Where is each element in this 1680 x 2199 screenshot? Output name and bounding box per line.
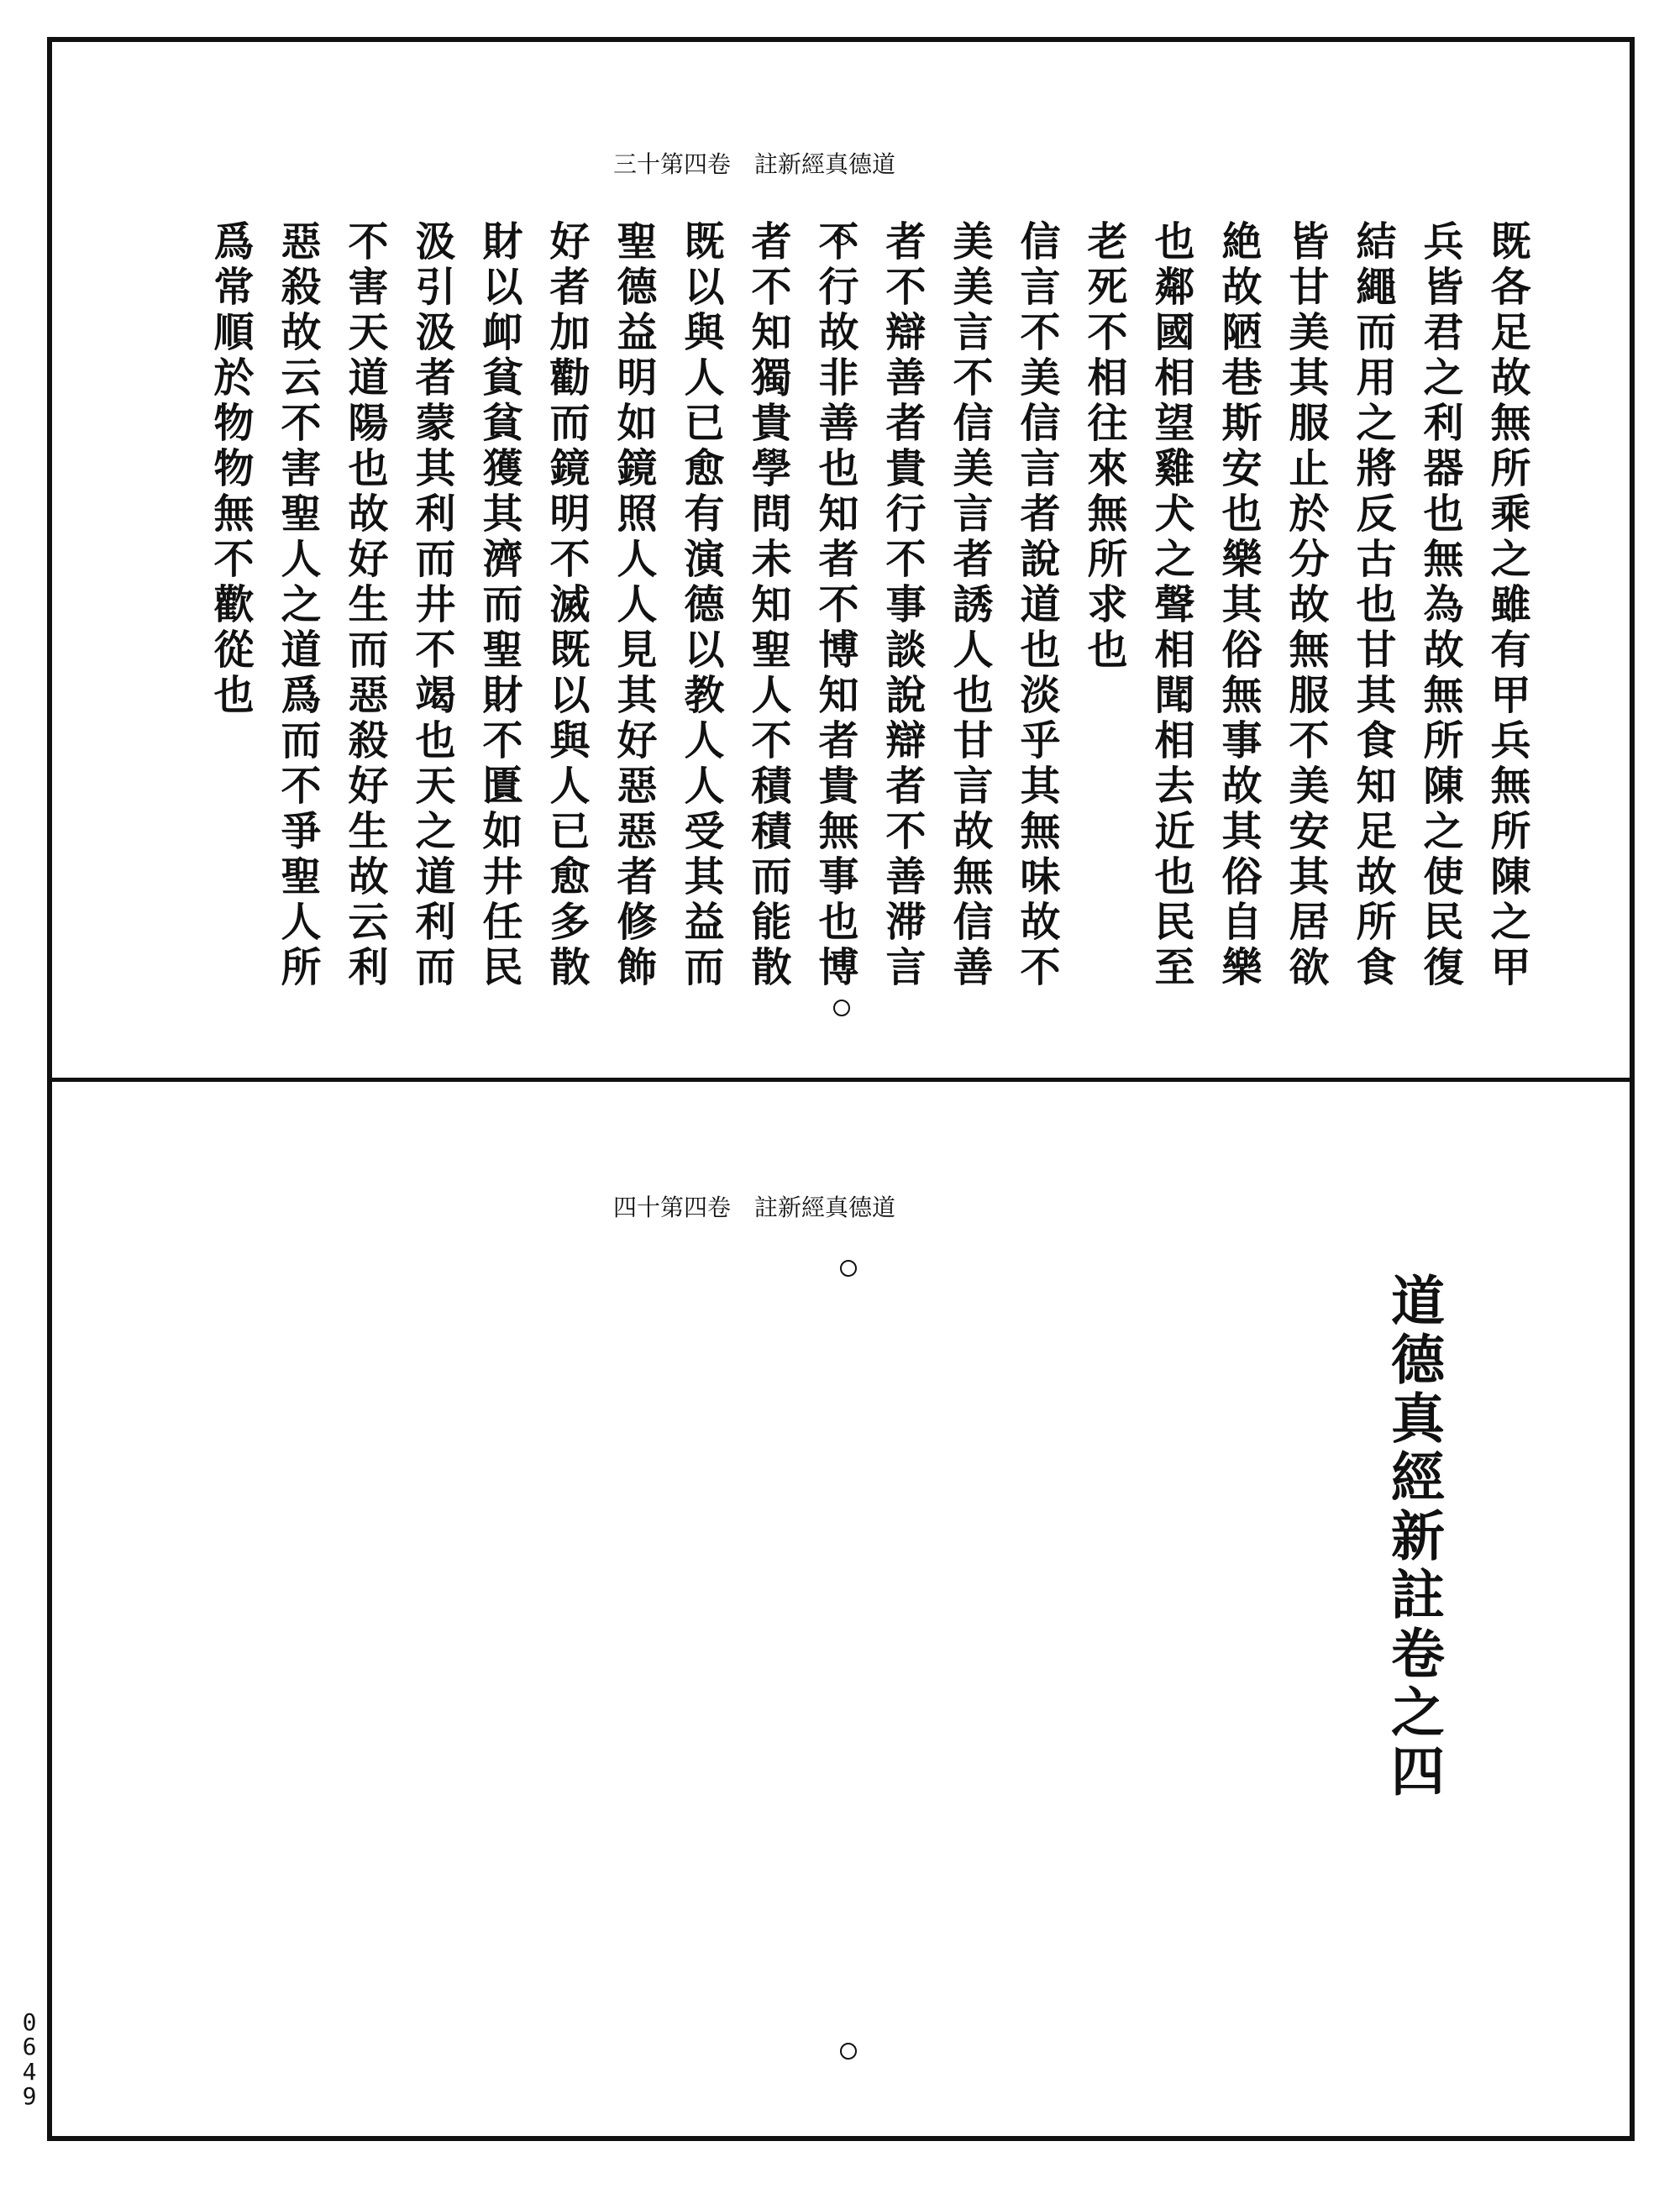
volume-title: 道德真經新註卷之四 [1382,1273,1445,1802]
text-column-12: 者不知獨貴學問未知聖人不積積而能散 [744,220,791,991]
text-column-15: 好者加勸而鏡明不滅既以與人已愈多散 [543,220,590,991]
bottom-page-header: 四十第四卷 註新經真德道 [613,1194,896,1221]
text-column-6: 也鄰國相望雞犬之聲相聞相去近也民至 [1147,220,1194,991]
page-number: 0 6 4 9 [22,2008,37,2111]
text-column-11: 不行故非善也知者不博知者貴無事也博 [811,220,858,991]
text-column-1: 既各足故無所乘之雖有甲兵無所陳之甲 [1483,220,1530,991]
circle-marker [840,2043,857,2060]
text-column-10: 者不辯善者貴行不事談說辯者不善滞言 [879,220,926,991]
circle-marker [840,1260,857,1277]
circle-marker [833,1000,850,1016]
text-column-19: 惡殺故云不害聖人之道爲而不爭聖人所 [274,220,321,991]
text-column-20: 爲常順於物物無不歡從也 [207,220,254,719]
text-column-9: 美美言不信美言者誘人也甘言故無信善 [946,220,993,991]
text-column-8: 信言不美信言者說道也淡乎其無味故不 [1013,220,1060,991]
text-column-18: 不害天道陽也故好生而惡殺好生故云利 [341,220,388,991]
text-column-16: 財以卹貧貧獲其濟而聖財不匱如井任民 [475,220,522,991]
text-column-7: 老死不相往來無所求也 [1080,220,1127,674]
text-column-2: 兵皆君之利器也無為故無所陳之使民復 [1416,220,1463,991]
top-page-header: 三十第四卷 註新經真德道 [613,150,896,178]
text-column-17: 汲引汲者蒙其利而井不竭也天之道利而 [408,220,455,991]
text-column-3: 結繩而用之將反古也甘其食知足故所食 [1349,220,1396,991]
section-divider [47,1078,1635,1082]
text-column-14: 聖德益明如鏡照人人見其好惡惡者修飾 [610,220,657,991]
text-column-13: 既以與人已愈有演德以教人人受其益而 [677,220,724,991]
text-column-4: 皆甘美其服止於分故無服不美安其居欲 [1282,220,1329,991]
text-column-5: 絶故陋巷斯安也樂其俗無事故其俗自樂 [1215,220,1262,991]
circle-marker [833,228,850,245]
